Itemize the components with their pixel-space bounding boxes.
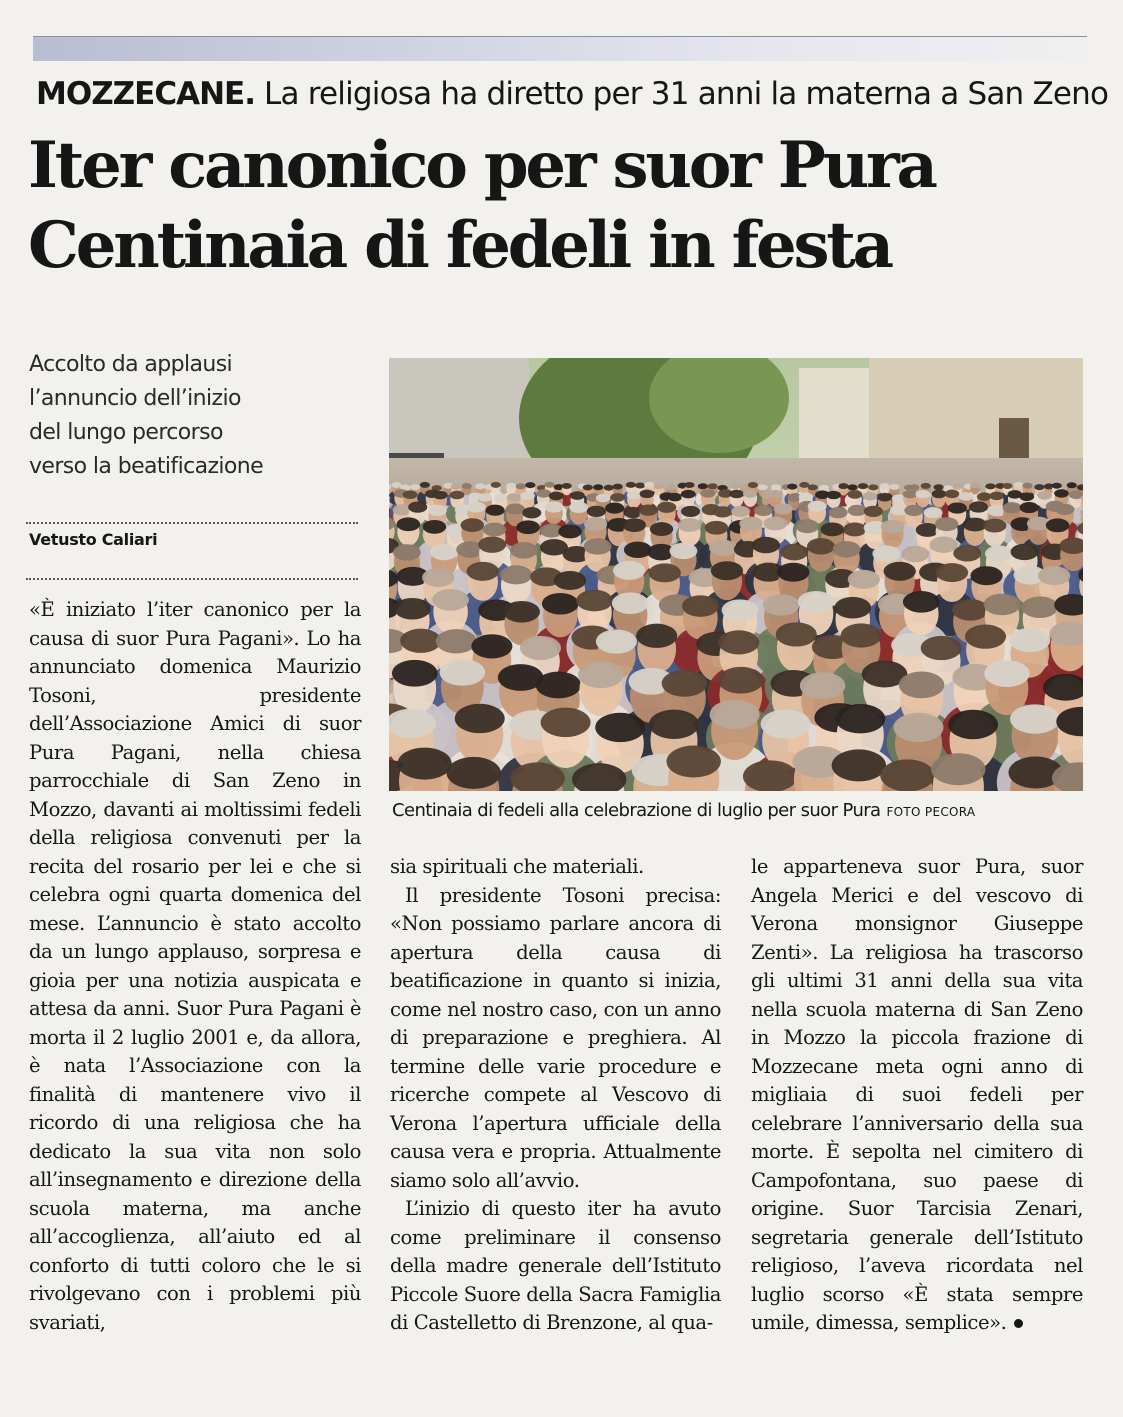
crowd-hair [965,625,1006,649]
crowd-hair [422,568,454,587]
crowd-hair [796,519,819,533]
crowd-hair [832,749,886,781]
crowd-hair [516,520,539,534]
crowd-hair [544,482,554,488]
crowd-hair [666,746,720,778]
crowd-hair [838,483,848,489]
article-column-1 [29,596,361,1337]
crowd-hair [808,501,827,512]
crowd-hair [1020,502,1039,513]
photo-caption [392,800,1092,821]
crowd-hair [682,595,719,617]
crowd-hair [731,506,750,517]
crowd-hair [901,546,929,562]
crowd-hair [507,493,522,502]
crowd-hair [440,659,486,686]
article-paragraph: L’inizio di questo iter ha avuto come preliminare il consenso della madre generale dell’Istituto Piccole Suore della Sacra Famiglia di Castelletto di Brenzone, al qua- [390,1197,721,1334]
crowd-hair [843,523,866,537]
crowd-hair [624,542,652,558]
crowd-hair [935,517,958,531]
crowd-hair [428,505,447,516]
crowd-hair [1010,704,1060,733]
crowd-hair [921,636,962,660]
crowd-hair [868,484,878,490]
crowd-hair [684,482,694,488]
crowd-hair [989,492,1004,501]
crowd-hair [666,484,676,490]
crowd-hair [985,545,1013,561]
crowd-hair [799,493,814,502]
crowd-hair [510,542,538,558]
crowd-hair [593,484,603,490]
crowd-hair [520,491,535,500]
crowd-hair [506,483,516,489]
crowd-hair [639,505,658,516]
crowd-hair [584,538,612,554]
crowd-hair [903,591,940,613]
crowd-hair [1019,492,1034,501]
article-paragraph [751,853,1083,1338]
crowd-hair [478,493,493,502]
summary-line: del lungo percorso [29,420,223,445]
crowd-hair [985,483,995,489]
crowd-hair [635,483,645,489]
crowd-hair [668,493,683,502]
crowd-hair [503,601,540,623]
crowd-hair [612,592,649,614]
crowd-hair [1046,518,1069,532]
crowd-hair [909,484,919,490]
crowd-hair [391,482,401,488]
crowd-hair [562,483,572,489]
crowd-hair [983,519,1006,533]
crowd-hair [394,598,431,620]
crowd-hair [847,484,857,490]
crowd-hair [708,483,718,489]
article-text: le apparteneva suor Pura, suor Angela Merici e del vescovo di Verona monsignor Giuseppe Zenti». La religiosa ha trascorso gli ultimi 31 anni della sua vita nella scuola materna di San Zeno in Mozzo la piccola frazione di Mozzecane meta ogni anno di migliaia di suoi fedeli per celebrare l’anniversario della sua morte. È sepolta nel cimitero di Campofontana, suo paese di origine. Suor Tarcisia Zenari, segretaria generale dell’Istituto religioso, l’aveva ricordata nel luglio scorso «È stata sempre umile, dimessa, semplice». [751,855,1083,1334]
crowd-hair [924,507,943,518]
crowd-hair [569,502,588,513]
crowd-hair [500,565,532,584]
crowd-hair [1052,483,1062,489]
article-paragraph: «È iniziato l’iter canonico per la causa di suor Pura Pagani». Lo ha annunciato domenica Maurizio Tosoni, presidente dell’Associazione Amici di suor Pura Pagani, nella chiesa parrocchiale di San Zeno in Mozzo, davanti ai moltissimi fedeli della religiosa convenuti per la recita del rosario per lei e che si celebra ogni quarta domenica del mese. L’annuncio è stato accolto da un lungo applauso, sorpresa e gioia per una notizia auspicata e attesa da anni. Suor Pura Pagani è morta il 2 luglio 2001 e, da allora, è nata l’Associazione con la finalità di mantenere vivo il ricordo di una religiosa che ha dedicato la sua vita non solo all’insegnamento e direzione della scuola materna, ma anche all’accoglienza, all’aiuto ed al conforto di tutti coloro che le si rivolgevano con i problemi più svariati, [29,598,361,1334]
article-paragraph: Il presidente Tosoni precisa: «Non possiamo parlare ancora di apertura della causa di beatificazione in quanto si inizia, come nel nostro caso, con un anno di preparazione e preghiera. Al termine delle varie procedure e ricerche compete al Vescovo di Verona l’apertura ufficiale della causa vera e propria. Attualmente siamo solo all’avvio. [390,883,721,1192]
crowd-hair [776,622,817,646]
crowd-hair [848,570,880,589]
crowd-hair [570,491,585,500]
crowd-hair [904,505,923,516]
headline-line-2: Centinaia di fedeli in festa [28,208,891,283]
crowd-hair [953,545,981,561]
end-mark [1014,1319,1023,1328]
crowd-hair [700,489,715,498]
crowd-hair [483,523,506,537]
crowd-hair [636,624,677,648]
crowd-hair [934,484,944,490]
crowd-hair [899,672,945,699]
crowd-hair [835,704,885,733]
crowd-hair [1003,502,1022,513]
crowd-hair [397,748,451,780]
crowd-hair [596,494,611,503]
crowd-hair [774,503,793,514]
crowd-hair [520,636,561,660]
crowd-hair [931,753,985,785]
crowd-hair [462,483,472,489]
crowd-hair [549,492,564,501]
summary-line: verso la beatificazione [29,454,264,479]
crowd-hair [848,490,863,499]
crowd-hair [889,484,899,490]
crowd-hair [578,661,624,688]
crowd-hair [771,484,781,490]
crowd-hair [984,594,1021,616]
crowd-hair [952,599,989,621]
crowd-hair [654,483,664,489]
crowd-hair [423,520,446,534]
crowd-hair [662,670,708,697]
crowd-hair [542,593,579,615]
crowd-hair [763,594,800,616]
crowd-hair [544,501,563,512]
crowd-hair [455,704,505,733]
crowd-hair [945,490,960,499]
crowd-hair [953,484,963,490]
crowd-hair [1009,628,1050,652]
crowd-hair [678,518,701,532]
crowd-hair [841,623,882,647]
crowd-hair [584,517,607,531]
crowd-hair [777,563,809,582]
crowd-hair [884,562,916,581]
crowd-hair [705,521,728,535]
crowd-hair [486,505,505,516]
crowd-hair [397,517,420,531]
crowd-hair [576,590,613,612]
crowd-hair [506,503,525,514]
byline: Vetusto Caliari [29,530,158,549]
crowd-hair [436,629,477,653]
crowd-hair [1014,482,1024,488]
crowd-hair [948,710,998,739]
crowd-hair [754,505,773,516]
section-header-band [33,36,1087,61]
crowd-hair [420,482,430,488]
crowd-hair [650,522,673,536]
crowd-hair [921,483,931,489]
crowd-hair [541,708,591,737]
crowd-hair [834,597,871,619]
crowd-hair [461,518,484,532]
crowd-hair [587,506,606,517]
divider [26,522,358,524]
crowd-photo-image [389,358,1083,791]
crowd-hair [808,484,818,490]
crowd-hair [583,485,593,491]
crowd-hair [613,561,645,580]
crowd-hair [709,540,737,556]
crowd-hair [718,667,764,694]
crowd-hair [730,483,740,489]
crowd-hair [451,484,461,490]
crowd-hair [936,563,968,582]
crowd-hair [432,589,469,611]
crowd-hair [450,491,465,500]
kicker [36,72,1109,116]
crowd-hair [807,538,835,554]
crowd-hair [1022,596,1059,618]
crowd-hair [959,492,974,501]
crowd-hair [698,483,708,489]
crowd-hair [970,482,980,488]
crowd-hair [984,660,1030,687]
crowd-hair [880,759,934,791]
crowd-hair [610,493,625,502]
crowd-hair [558,525,581,539]
crowd-hair [613,484,623,490]
crowd-hair [752,537,780,553]
crowd-hair [410,484,420,490]
crowd-hair [604,485,614,491]
crowd-hair [467,501,486,512]
crowd-hair [748,482,758,488]
crowd-hair [516,483,526,489]
crowd-hair [739,517,762,531]
crowd-hair [903,490,918,499]
crowd-hair [644,482,654,488]
article-column-2 [390,853,721,1338]
crowd-hair [623,518,646,532]
crowd-hair [554,571,586,590]
crowd-hair [969,501,988,512]
crowd-hair [475,483,485,489]
crowd-hair [467,562,499,581]
crowd-hair [711,561,743,580]
crowd-hair [627,491,642,500]
crowd-hair [768,490,783,499]
divider [26,578,358,580]
crowd-hair [718,630,759,654]
crowd-hair [640,490,655,499]
crowd-hair [522,507,541,518]
crowd-hair [932,490,947,499]
crowd-hair [764,517,787,531]
article-column-3 [751,853,1083,1338]
crowd-hair [729,490,744,499]
headline-line-1: Iter canonico per suor Pura [28,128,935,203]
crowd-hair [471,634,512,658]
crowd-hair [881,520,904,534]
crowd-hair [681,506,700,517]
crowd-hair [649,710,699,739]
crowd-hair [833,541,861,557]
crowd-hair [930,537,958,553]
kicker-text: La religiosa ha diretto per 31 anni la materna a San Zeno [264,76,1109,112]
crowd-hair [605,502,624,513]
crowd-hair [1011,544,1039,560]
crowd-hair [722,599,759,621]
crowd-hair [800,672,846,699]
crowd-hair [494,494,509,503]
crowd-hair [821,523,844,537]
crowd-hair [948,502,967,513]
crowd-hair [403,490,418,499]
crowd-hair [491,482,501,488]
article-paragraph: sia spirituali che materiali. [390,855,644,878]
crowd-hair [743,489,758,498]
crowd-hair [894,713,944,742]
crowd-hair [447,757,501,789]
crowd-hair [787,484,797,490]
crowd-hair [1067,482,1077,488]
crowd-hair [1054,489,1069,498]
crowd-hair [1038,566,1070,585]
crowd-hair [681,490,696,499]
summary [29,348,359,484]
summary-line: l’annuncio dell’inizio [29,386,241,411]
crowd-hair [798,591,835,613]
crowd-hair [848,505,867,516]
crowd-hair [1002,483,1012,489]
crowd-hair [872,545,900,561]
crowd-hair [819,485,829,491]
crowd-hair [970,566,1002,585]
crowd-hair [430,544,458,560]
crowd-hair [536,672,582,699]
crowd-hair [408,502,427,513]
crowd-hair [1034,484,1044,490]
headline [28,126,1098,286]
photo-caption-text: Centinaia di fedeli alla celebrazione di luglio per suor Pura [392,800,881,821]
crowd-hair [525,482,535,488]
crowd-hair [670,543,698,559]
crowd-hair [392,660,438,687]
crowd-hair [649,563,681,582]
photo-credit: FOTO PECORA [886,805,976,819]
crowd-hair [400,629,441,653]
crowd-hair [1037,491,1052,500]
crowd-hair [977,492,992,501]
crowd-hair [758,484,768,490]
crowd-hair [879,483,889,489]
crowd-hair [596,629,637,653]
crowd-hair [713,506,732,517]
crowd-hair [915,490,930,499]
crowd-hair [1055,504,1074,515]
crowd-hair [595,713,645,742]
crowd-hair [829,507,848,518]
crowd-hair [478,536,506,552]
crowd-hair [1022,483,1032,489]
crowd-hair [743,760,797,791]
crowd-hair [780,544,808,560]
crowd-hair [864,506,883,517]
crowd-hair [863,492,878,501]
kicker-place: MOZZECANE. [36,76,255,112]
summary-line: Accolto da applausi [29,352,233,377]
crowd-hair [710,700,760,729]
crowd-hair [858,483,868,489]
crowd-hair [877,493,892,502]
crowd-photo [389,358,1083,791]
crowd-hair [657,502,676,513]
crowd-hair [393,544,421,560]
crowd-hair [761,709,811,738]
crowd-hair [626,482,636,488]
crowd-hair [433,491,448,500]
crowd-hair [826,491,841,500]
